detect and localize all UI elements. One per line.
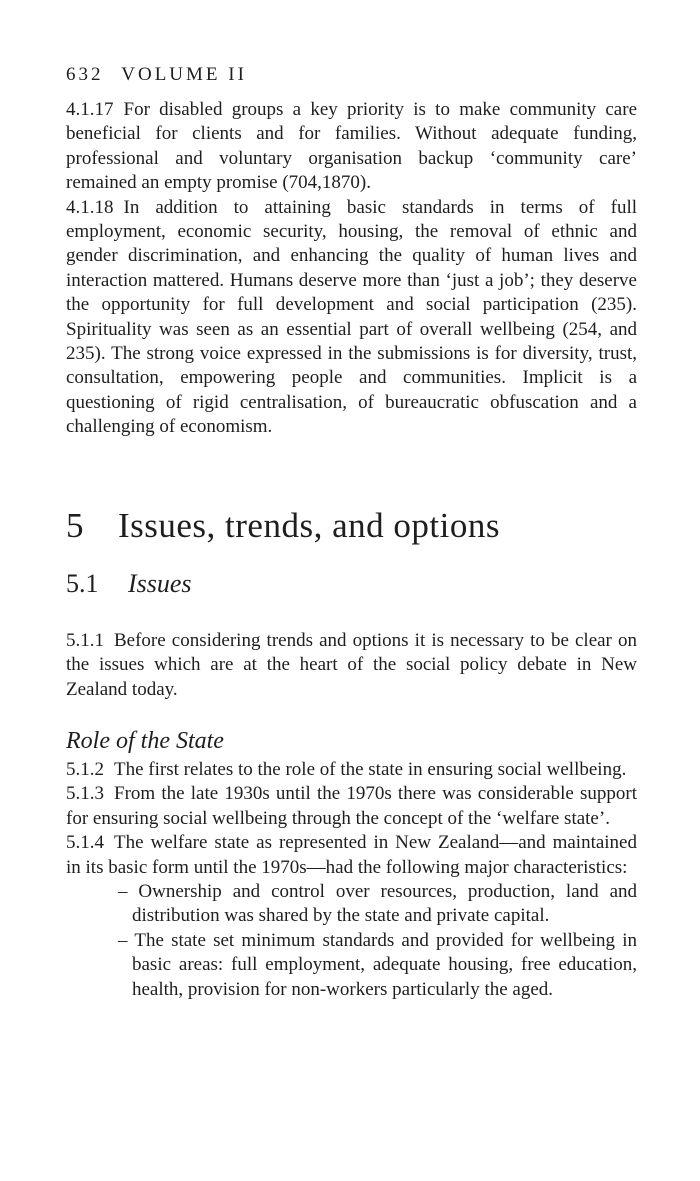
volume-label: VOLUME II — [121, 64, 247, 85]
chapter-number: 5 — [66, 506, 84, 545]
paragraph-number: 5.1.1 — [66, 630, 104, 651]
paragraph-5-1-2 — [66, 758, 637, 782]
paragraph-number: 4.1.18 — [66, 196, 114, 218]
paragraph-4-1-18 — [66, 196, 637, 440]
list-item: – Ownership and control over resources, production, land and distribution was shared by the state and private capital. — [118, 881, 637, 927]
paragraphs-section-4 — [66, 98, 637, 440]
section-heading — [66, 569, 192, 599]
paragraph-text: Before considering trends and options it is necessary to be clear on the issues which are at the heart of the social policy debate in New Zealand today. — [66, 630, 637, 700]
chapter-title: Issues, trends, and options — [118, 506, 500, 545]
section-title: Issues — [128, 569, 192, 598]
paragraph-text: For disabled groups a key priority is to make community care beneficial for clients and for families. Without adequate funding, professional and voluntary organisation backup ‘community care’ remained an empty promise (704,1870). — [66, 99, 637, 194]
paragraph-number: 5.1.4 — [66, 832, 104, 854]
list-item: – The state set minimum standards and provided for wellbeing in basic areas: full employment, adequate housing, free education, health, provision for non-workers particularly the aged. — [118, 929, 637, 1000]
paragraph-number: 4.1.17 — [66, 99, 114, 120]
subheading-role-of-state: Role of the State — [66, 728, 224, 754]
paragraph-4-1-17 — [66, 98, 637, 196]
paragraph-intro — [66, 629, 637, 702]
paragraph-5-1-4 — [66, 831, 637, 880]
paragraphs-role-of-state — [66, 758, 637, 1002]
running-head — [66, 64, 247, 86]
paragraph-number: 5.1.3 — [66, 783, 104, 805]
paragraph-5-1-3 — [66, 782, 637, 831]
paragraph-5-1-1 — [66, 629, 637, 702]
characteristics-list — [66, 880, 637, 1002]
paragraph-number: 5.1.2 — [66, 759, 104, 780]
section-number: 5.1 — [66, 569, 99, 598]
paragraph-text: From the late 1930s until the 1970s there was considerable support for ensuring social wellbeing through the concept of the ‘welfare state’. — [66, 783, 637, 829]
paragraph-text: In addition to attaining basic standards in terms of full employment, economic security, housing, the removal of ethnic and gender discrimination, and enhancing the quality of human lives and interaction mattered. Humans deserve more than ‘just a job’; they deserve the opportunity for full development and social participation (235). Spirituality was seen as an essential part of overall wellbeing (254, and 235). The strong voice expressed in the submissions is for diversity, trust, consultation, empowering people and communities. Implicit is a questioning of rigid centralisation, of bureaucratic obfuscation and a challenging of economism. — [66, 196, 637, 438]
page-number: 632 — [66, 64, 104, 85]
chapter-heading — [66, 506, 500, 546]
paragraph-text: The welfare state as represented in New Zealand—and maintained in its basic form until the 1970s—had the following major characteristics: — [66, 832, 637, 878]
paragraph-text: The first relates to the role of the state in ensuring social wellbeing. — [114, 759, 627, 780]
